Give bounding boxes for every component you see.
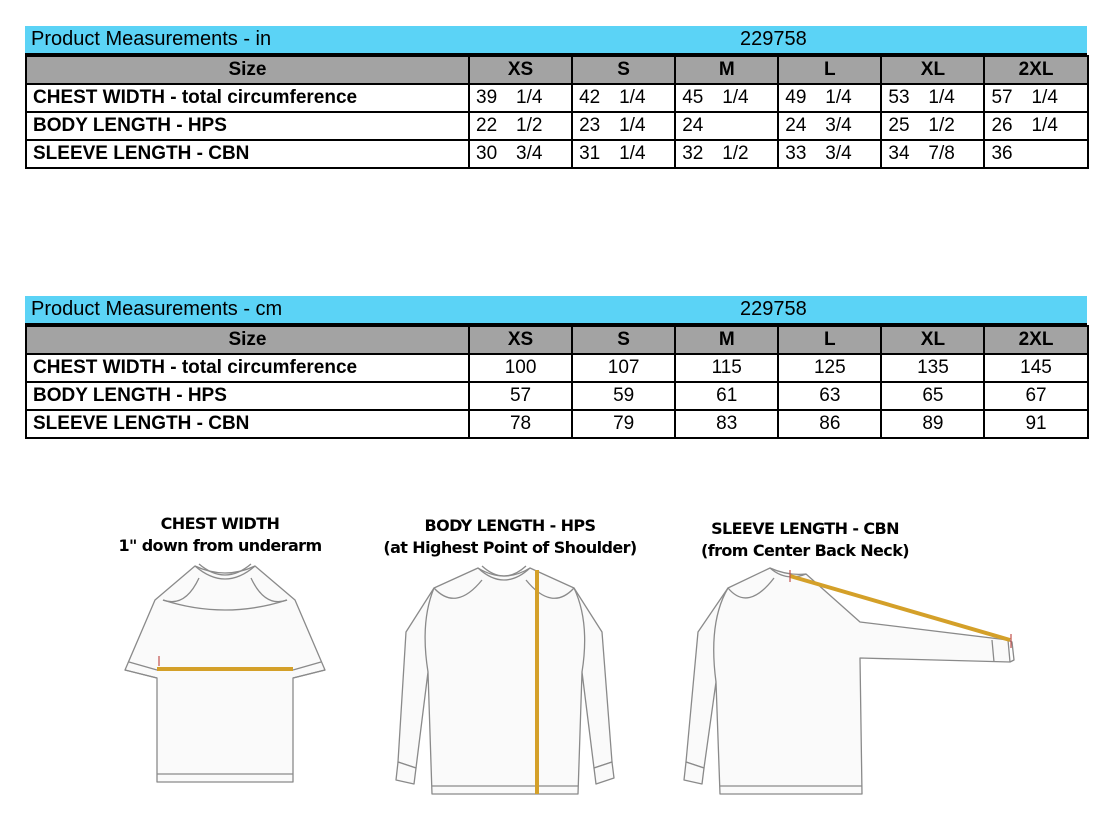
table-row-chest xyxy=(26,84,1088,112)
value-cell: 57 xyxy=(469,382,572,410)
value-cell: 107 xyxy=(572,354,675,382)
value-cell: 79 xyxy=(572,410,675,438)
row-label: SLEEVE LENGTH - CBN xyxy=(26,410,469,438)
long-sleeve-front-shirt-icon xyxy=(380,562,640,812)
value-cell: 24 xyxy=(675,112,778,140)
style-code: 229758 xyxy=(740,298,807,320)
value-cell: 65 xyxy=(881,382,984,410)
size-l: L xyxy=(778,326,881,354)
value-cell: 78 xyxy=(469,410,572,438)
table-row-sleeve xyxy=(26,140,1088,168)
value-cell: 49 1/4 xyxy=(778,84,881,112)
value-cell: 39 1/4 xyxy=(469,84,572,112)
value-cell: 59 xyxy=(572,382,675,410)
measurement-diagrams xyxy=(0,500,1113,819)
size-header-label: Size xyxy=(26,326,469,354)
table-row-chest xyxy=(26,354,1088,382)
table-title-bar xyxy=(25,26,1087,55)
value-cell: 67 xyxy=(984,382,1087,410)
value-cell: 34 7/8 xyxy=(881,140,984,168)
value-cell: 57 1/4 xyxy=(984,84,1087,112)
size-header-row xyxy=(26,326,1088,354)
row-label: SLEEVE LENGTH - CBN xyxy=(26,140,469,168)
size-2xl: 2XL xyxy=(984,326,1087,354)
sleeve-caption-title: SLEEVE LENGTH - CBN xyxy=(711,519,899,538)
table-row-body xyxy=(26,382,1088,410)
size-header-row xyxy=(26,56,1088,84)
value-cell: 83 xyxy=(675,410,778,438)
table-title-bar xyxy=(25,296,1087,325)
body-diagram-caption xyxy=(370,515,650,559)
value-cell: 61 xyxy=(675,382,778,410)
row-label: CHEST WIDTH - total circumference xyxy=(26,84,469,112)
measurements-table-cm xyxy=(25,296,1087,439)
value-cell: 125 xyxy=(778,354,881,382)
size-header-label: Size xyxy=(26,56,469,84)
value-cell: 31 1/4 xyxy=(572,140,675,168)
body-caption-title: BODY LENGTH - HPS xyxy=(424,516,596,535)
style-code: 229758 xyxy=(740,28,807,50)
sleeve-diagram-caption xyxy=(680,518,930,562)
size-xl: XL xyxy=(881,56,984,84)
measurements-table-inches xyxy=(25,26,1087,169)
value-cell: 86 xyxy=(778,410,881,438)
size-s: S xyxy=(572,56,675,84)
value-cell: 135 xyxy=(881,354,984,382)
value-cell: 115 xyxy=(675,354,778,382)
table-row-sleeve xyxy=(26,410,1088,438)
value-cell: 30 3/4 xyxy=(469,140,572,168)
size-xs: XS xyxy=(469,56,572,84)
chest-caption-note: 1" down from underarm xyxy=(118,536,322,555)
size-s: S xyxy=(572,326,675,354)
table-row-body xyxy=(26,112,1088,140)
value-cell: 22 1/2 xyxy=(469,112,572,140)
value-cell: 26 1/4 xyxy=(984,112,1087,140)
size-xs: XS xyxy=(469,326,572,354)
table-title: Product Measurements - cm xyxy=(31,298,283,320)
value-cell: 91 xyxy=(984,410,1087,438)
chest-diagram-caption xyxy=(100,513,340,557)
value-cell: 25 1/2 xyxy=(881,112,984,140)
chest-caption-title: CHEST WIDTH xyxy=(160,514,280,533)
value-cell: 33 3/4 xyxy=(778,140,881,168)
long-sleeve-back-shirt-icon xyxy=(670,562,1030,812)
short-sleeve-shirt-icon xyxy=(95,560,355,800)
size-2xl: 2XL xyxy=(984,56,1087,84)
value-cell: 100 xyxy=(469,354,572,382)
value-cell: 45 1/4 xyxy=(675,84,778,112)
row-label: CHEST WIDTH - total circumference xyxy=(26,354,469,382)
value-cell: 36 xyxy=(984,140,1087,168)
size-l: L xyxy=(778,56,881,84)
value-cell: 32 1/2 xyxy=(675,140,778,168)
value-cell: 63 xyxy=(778,382,881,410)
value-cell: 23 1/4 xyxy=(572,112,675,140)
value-cell: 89 xyxy=(881,410,984,438)
size-xl: XL xyxy=(881,326,984,354)
size-m: M xyxy=(675,56,778,84)
value-cell: 42 1/4 xyxy=(572,84,675,112)
size-m: M xyxy=(675,326,778,354)
body-caption-note: (at Highest Point of Shoulder) xyxy=(383,538,637,557)
value-cell: 53 1/4 xyxy=(881,84,984,112)
row-label: BODY LENGTH - HPS xyxy=(26,382,469,410)
row-label: BODY LENGTH - HPS xyxy=(26,112,469,140)
sleeve-caption-note: (from Center Back Neck) xyxy=(701,541,909,560)
table-title: Product Measurements - in xyxy=(31,28,272,50)
value-cell: 145 xyxy=(984,354,1087,382)
value-cell: 24 3/4 xyxy=(778,112,881,140)
